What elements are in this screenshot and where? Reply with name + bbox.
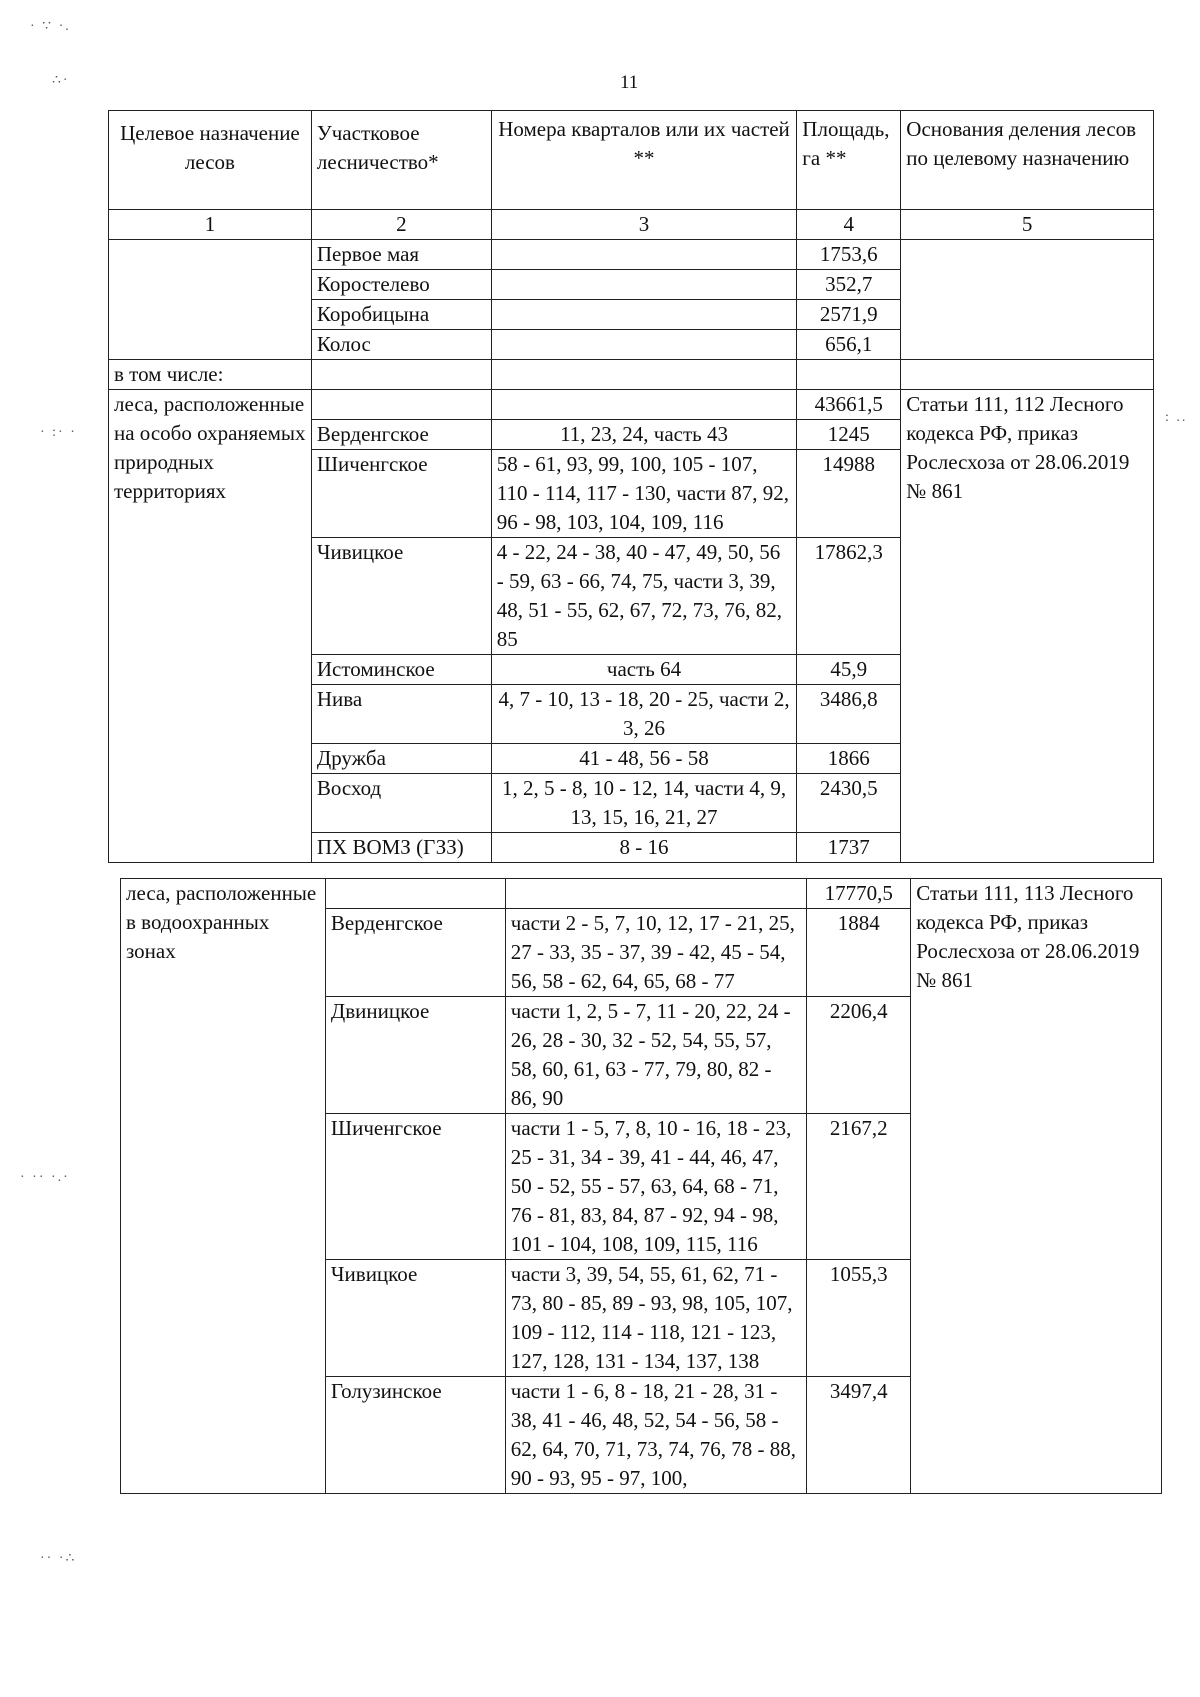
area-value: 45,9 <box>797 655 901 685</box>
empty-cell <box>505 879 807 909</box>
forestry-name: Коробицына <box>311 300 491 330</box>
empty-cell <box>325 879 505 909</box>
forestry-name: Дружба <box>311 744 491 774</box>
header-row <box>109 111 1154 210</box>
quarters-cell: 4, 7 - 10, 13 - 18, 20 - 25, части 2, 3, 26 <box>491 685 797 744</box>
header-col4: Площадь, га ** <box>797 111 901 210</box>
header-col3: Номера кварталов или их частей ** <box>491 111 797 210</box>
area-value: 1884 <box>807 909 911 997</box>
quarters-cell <box>491 240 797 270</box>
quarters-cell: части 3, 39, 54, 55, 61, 62, 71 - 73, 80 - 85, 89 - 93, 98, 105, 107, 109 - 112, 114 - 118, 121 - 123, 127, 128, 131 - 134, 137, 138 <box>505 1260 807 1377</box>
forestry-name: Истоминское <box>311 655 491 685</box>
empty-cell <box>311 390 491 420</box>
forestry-name: Шиченгское <box>311 450 491 538</box>
col-number: 2 <box>311 210 491 240</box>
area-value: 2206,4 <box>807 997 911 1114</box>
scan-noise: ·· ·∴ <box>40 1551 77 1566</box>
quarters-cell: 41 - 48, 56 - 58 <box>491 744 797 774</box>
forestry-name: Голузинское <box>325 1377 505 1494</box>
forestry-name: Колос <box>311 330 491 360</box>
col-number: 5 <box>901 210 1154 240</box>
quarters-cell: часть 64 <box>491 655 797 685</box>
area-value: 2430,5 <box>797 774 901 833</box>
forestry-name: Коростелево <box>311 270 491 300</box>
area-value: 1753,6 <box>797 240 901 270</box>
empty-cell <box>311 360 491 390</box>
area-total: 17770,5 <box>807 879 911 909</box>
forestry-name: Двиницкое <box>325 997 505 1114</box>
area-value: 14988 <box>797 450 901 538</box>
area-value: 352,7 <box>797 270 901 300</box>
scan-noise: · ·· ·.· <box>20 1170 70 1185</box>
col-number: 4 <box>797 210 901 240</box>
quarters-cell: 58 - 61, 93, 99, 100, 105 - 107, 110 - 114, 117 - 130, части 87, 92, 96 - 98, 103, 104, 109, 116 <box>491 450 797 538</box>
purpose-cell: леса, расположенные в водоохранных зонах <box>121 879 326 1494</box>
header-col1: Целевое назначение лесов <box>109 111 312 210</box>
area-value: 2167,2 <box>807 1114 911 1260</box>
including-label: в том числе: <box>109 360 312 390</box>
area-value: 17862,3 <box>797 538 901 655</box>
col-number: 1 <box>109 210 312 240</box>
basis-cell: Статьи 111, 113 Лесного кодекса РФ, приказ Рослесхоза от 28.06.2019 № 861 <box>911 879 1162 1494</box>
empty-cell <box>901 360 1154 390</box>
quarters-cell <box>491 270 797 300</box>
header-col2: Участковое лесничество* <box>311 111 491 210</box>
area-total: 43661,5 <box>797 390 901 420</box>
col-number: 3 <box>491 210 797 240</box>
scan-noise: : .. <box>1165 410 1188 425</box>
quarters-cell: 1, 2, 5 - 8, 10 - 12, 14, части 4, 9, 13, 15, 16, 21, 27 <box>491 774 797 833</box>
forestry-name: Верденгское <box>325 909 505 997</box>
quarters-cell <box>491 330 797 360</box>
empty-cell <box>797 360 901 390</box>
quarters-cell: части 1 - 6, 8 - 18, 21 - 28, 31 - 38, 41 - 46, 48, 52, 54 - 56, 58 - 62, 64, 70, 71, 73, 74, 76, 78 - 88, 90 - 93, 95 - 97, 100, <box>505 1377 807 1494</box>
area-value: 2571,9 <box>797 300 901 330</box>
scan-noise: ∴· <box>52 73 70 88</box>
empty-cell <box>901 240 1154 360</box>
forestry-name: Чивицкое <box>311 538 491 655</box>
scan-noise: · ∵ ·. <box>30 19 71 34</box>
quarters-cell: части 1, 2, 5 - 7, 11 - 20, 22, 24 - 26, 28 - 30, 32 - 52, 54, 55, 57, 58, 60, 61, 63 - 77, 79, 80, 82 - 86, 90 <box>505 997 807 1114</box>
forest-table-upper <box>108 110 1154 863</box>
quarters-cell: части 1 - 5, 7, 8, 10 - 16, 18 - 23, 25 - 31, 34 - 39, 41 - 44, 46, 47, 50 - 52, 55 - 57, 63, 64, 68 - 71, 76 - 81, 83, 84, 87 - 92, 94 - 98, 101 - 104, 108, 109, 115, 116 <box>505 1114 807 1260</box>
table-row <box>109 240 1154 270</box>
area-value: 1737 <box>797 833 901 863</box>
forestry-name: ПХ ВОМЗ (ГЗЗ) <box>311 833 491 863</box>
forestry-name: Нива <box>311 685 491 744</box>
forestry-name: Первое мая <box>311 240 491 270</box>
forestry-name: Шиченгское <box>325 1114 505 1260</box>
empty-cell <box>491 390 797 420</box>
column-number-row <box>109 210 1154 240</box>
quarters-cell: части 2 - 5, 7, 10, 12, 17 - 21, 25, 27 - 33, 35 - 37, 39 - 42, 45 - 54, 56, 58 - 62, 64, 65, 68 - 77 <box>505 909 807 997</box>
scan-noise: · :· · <box>40 425 77 440</box>
quarters-cell: 8 - 16 <box>491 833 797 863</box>
table-row <box>109 390 1154 420</box>
page-number: 11 <box>620 72 639 93</box>
forest-table-lower <box>120 878 1162 1494</box>
area-value: 1245 <box>797 420 901 450</box>
area-value: 3486,8 <box>797 685 901 744</box>
table-row <box>109 360 1154 390</box>
basis-cell: Статьи 111, 112 Лесного кодекса РФ, приказ Рослесхоза от 28.06.2019 № 861 <box>901 390 1154 863</box>
table-row <box>121 879 1162 909</box>
quarters-cell: 11, 23, 24, часть 43 <box>491 420 797 450</box>
area-value: 656,1 <box>797 330 901 360</box>
forestry-name: Чивицкое <box>325 1260 505 1377</box>
quarters-cell <box>491 300 797 330</box>
quarters-cell: 4 - 22, 24 - 38, 40 - 47, 49, 50, 56 - 59, 63 - 66, 74, 75, части 3, 39, 48, 51 - 55, 62, 67, 72, 73, 76, 82, 85 <box>491 538 797 655</box>
purpose-cell: леса, расположенные на особо охраняемых природных территориях <box>109 390 312 863</box>
empty-cell <box>109 240 312 360</box>
area-value: 1866 <box>797 744 901 774</box>
forestry-name: Восход <box>311 774 491 833</box>
empty-cell <box>491 360 797 390</box>
area-value: 3497,4 <box>807 1377 911 1494</box>
area-value: 1055,3 <box>807 1260 911 1377</box>
forestry-name: Верденгское <box>311 420 491 450</box>
header-col5: Основания деления лесов по целевому назначению <box>901 111 1154 210</box>
